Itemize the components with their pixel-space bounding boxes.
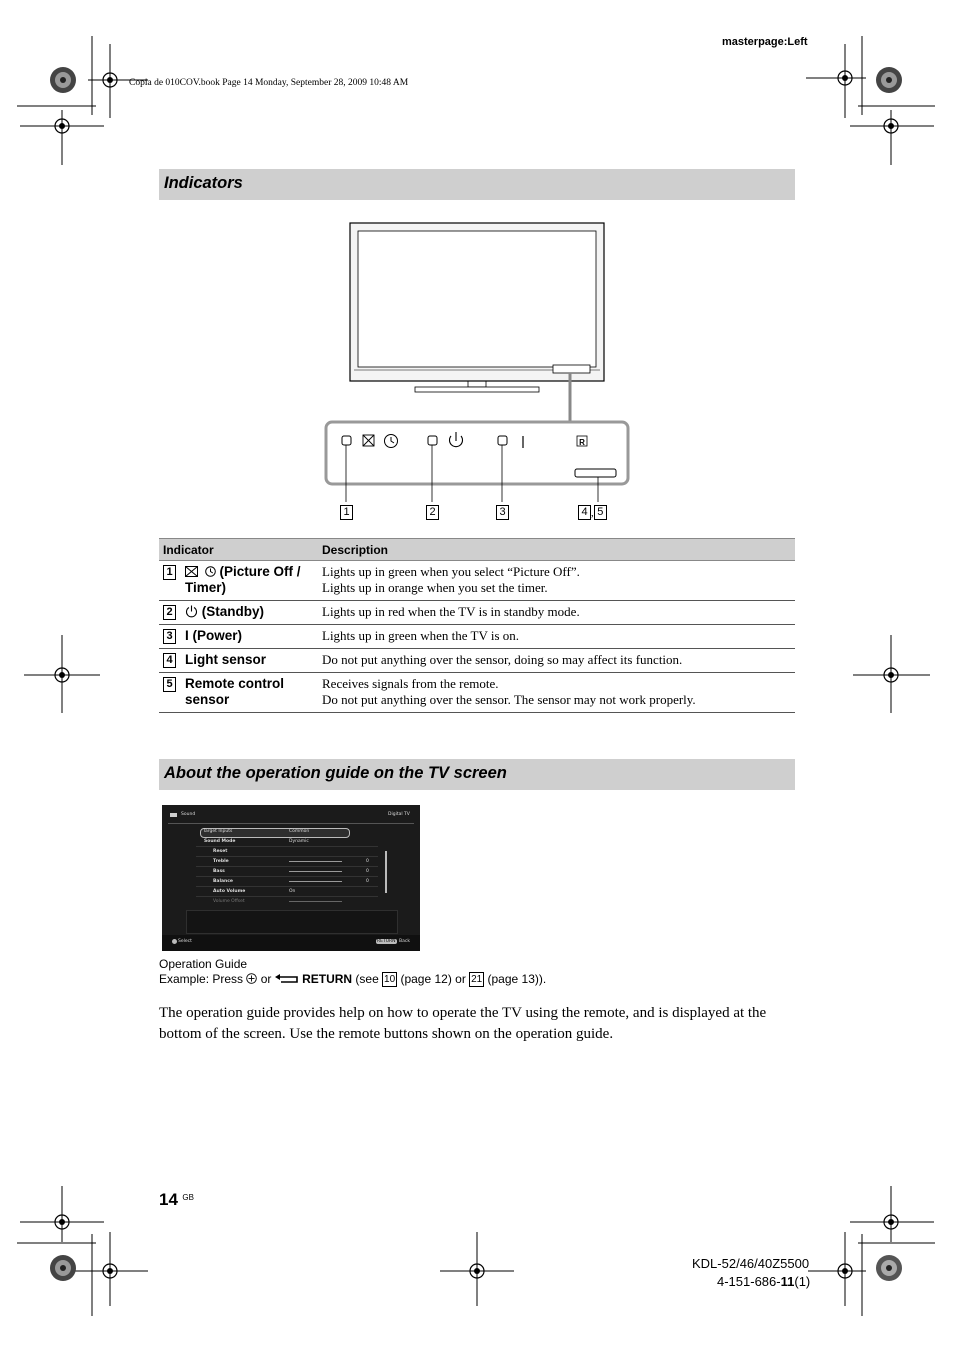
- guide-section-bar: [159, 759, 795, 790]
- description-line: Do not put anything over the sensor. The sensor may not work properly.: [322, 692, 696, 707]
- book-info: Copia de 010COV.book Page 14 Monday, September 28, 2009 10:48 AM: [129, 78, 409, 88]
- osd-row-label: Target Inputs: [203, 829, 233, 834]
- description-line: Do not put anything over the sensor, doing so may affect its function.: [322, 652, 683, 667]
- osd-row-label: Auto Volume: [213, 889, 246, 894]
- osd-slider: [289, 871, 342, 872]
- part-code-bold: 11: [780, 1274, 795, 1289]
- osd-row-label: Reset: [213, 849, 228, 854]
- callout-3: 3: [496, 503, 509, 521]
- row-number: 4: [163, 653, 176, 668]
- caption-example-start: Example: Press: [159, 972, 244, 986]
- return-arrow-icon: [275, 973, 299, 984]
- part-code: [717, 1274, 810, 1289]
- table-row: [159, 625, 795, 649]
- osd-row-label: Volume Offset: [213, 899, 245, 904]
- osd-row-line: [196, 896, 378, 897]
- osd-row-label: Balance: [213, 879, 233, 884]
- osd-screenshot: [162, 805, 420, 951]
- caption-page13: (page 13)).: [487, 972, 547, 986]
- description-line: Receives signals from the remote.: [322, 676, 499, 691]
- osd-footer-left: Select: [178, 939, 192, 944]
- osd-title: Sound: [181, 812, 196, 817]
- table-row: [159, 601, 795, 625]
- guide-paragraph: The operation guide provides help on how to operate the TV using the remote, and is displayed at the bottom of the screen. Use the remote buttons shown on the operation guide.: [159, 1005, 767, 1042]
- row-number: 2: [163, 605, 176, 620]
- description-line: Lights up in red when the TV is in standby mode.: [322, 604, 580, 619]
- row-number: 3: [163, 629, 176, 644]
- guide-title: About the operation guide on the TV screen: [164, 764, 507, 782]
- masterpage-label: masterpage:Left: [722, 36, 808, 48]
- caption-example: [159, 972, 546, 987]
- indicator-label: Light sensor: [185, 652, 267, 667]
- osd-row-line: [196, 886, 378, 887]
- svg-text:R: R: [579, 438, 585, 447]
- indicator-label: (Picture Off / Timer): [185, 564, 301, 595]
- page-number-suffix: GB: [182, 1193, 194, 1202]
- osd-help-box: [186, 910, 398, 934]
- osd-row-line: [196, 856, 378, 857]
- osd-row-label: Sound Mode: [204, 839, 236, 844]
- power-icon: I: [185, 628, 189, 643]
- header-description: Description: [318, 539, 795, 561]
- osd-row-value: Common: [289, 829, 310, 834]
- table-row: [159, 649, 795, 673]
- osd-row-value: Dynamic: [289, 839, 309, 844]
- page-number: [159, 1190, 194, 1210]
- indicator-label: (Power): [192, 628, 243, 643]
- description-line: Lights up in green when the TV is on.: [322, 628, 520, 643]
- caption-or: or: [260, 972, 272, 986]
- osd-slider: [289, 881, 342, 882]
- osd-row-label: Bass: [213, 869, 225, 874]
- model-number: KDL-52/46/40Z5500: [692, 1256, 810, 1271]
- indicators-title: Indicators: [164, 174, 243, 192]
- caption-return: RETURN: [302, 972, 353, 986]
- table-row: [159, 673, 795, 713]
- osd-source: Digital TV: [388, 812, 410, 817]
- osd-select-icon: [172, 939, 177, 944]
- caption-page12: (page 12) or: [400, 972, 466, 986]
- part-code-end: (1): [794, 1274, 811, 1289]
- indicators-section-bar: [159, 169, 795, 200]
- osd-scrollbar: [385, 851, 387, 893]
- indicator-label: Remote control sensor: [185, 676, 285, 707]
- row-number: 1: [163, 565, 176, 580]
- table-row: [159, 561, 795, 601]
- osd-return-key: RETURN: [377, 939, 396, 944]
- caption-title: Operation Guide: [159, 957, 248, 971]
- osd-divider: [168, 823, 414, 824]
- osd-sound-icon: [170, 813, 177, 817]
- osd-row-value: 0: [366, 869, 369, 874]
- callout-4-5: 4 , 5: [578, 503, 607, 521]
- standby-icon: [185, 605, 198, 618]
- picture-off-icon: [185, 566, 198, 577]
- indicator-label: (Standby): [201, 604, 265, 619]
- osd-slider: [289, 901, 342, 902]
- osd-footer-right: Back: [399, 939, 410, 944]
- row-number: 5: [163, 677, 176, 692]
- part-code-start: 4-151-686-: [717, 1274, 781, 1289]
- timer-icon: [205, 566, 216, 577]
- callout-2: 2: [426, 503, 439, 521]
- callout-1: 1: [340, 503, 353, 521]
- osd-row-value: On: [289, 889, 296, 894]
- indicator-table: [159, 538, 795, 713]
- caption-see: (see: [355, 972, 379, 986]
- osd-row-value: 0: [366, 859, 369, 864]
- osd-slider: [289, 861, 342, 862]
- osd-row-line: [196, 846, 378, 847]
- select-button-icon: [246, 973, 257, 984]
- caption-ref-21: 21: [471, 974, 483, 986]
- header-indicator: Indicator: [159, 539, 318, 561]
- osd-row-line: [196, 876, 378, 877]
- tv-diagram: [318, 218, 638, 523]
- osd-row-label: Treble: [213, 859, 229, 864]
- table-header-row: [159, 539, 795, 561]
- osd-row-line: [196, 866, 378, 867]
- caption-ref-10: 10: [384, 974, 396, 986]
- description-line: Lights up in green when you select “Picture Off”.: [322, 564, 580, 579]
- description-line: Lights up in orange when you set the timer.: [322, 580, 548, 595]
- page-number-value: 14: [159, 1190, 178, 1209]
- osd-row-value: 0: [366, 879, 369, 884]
